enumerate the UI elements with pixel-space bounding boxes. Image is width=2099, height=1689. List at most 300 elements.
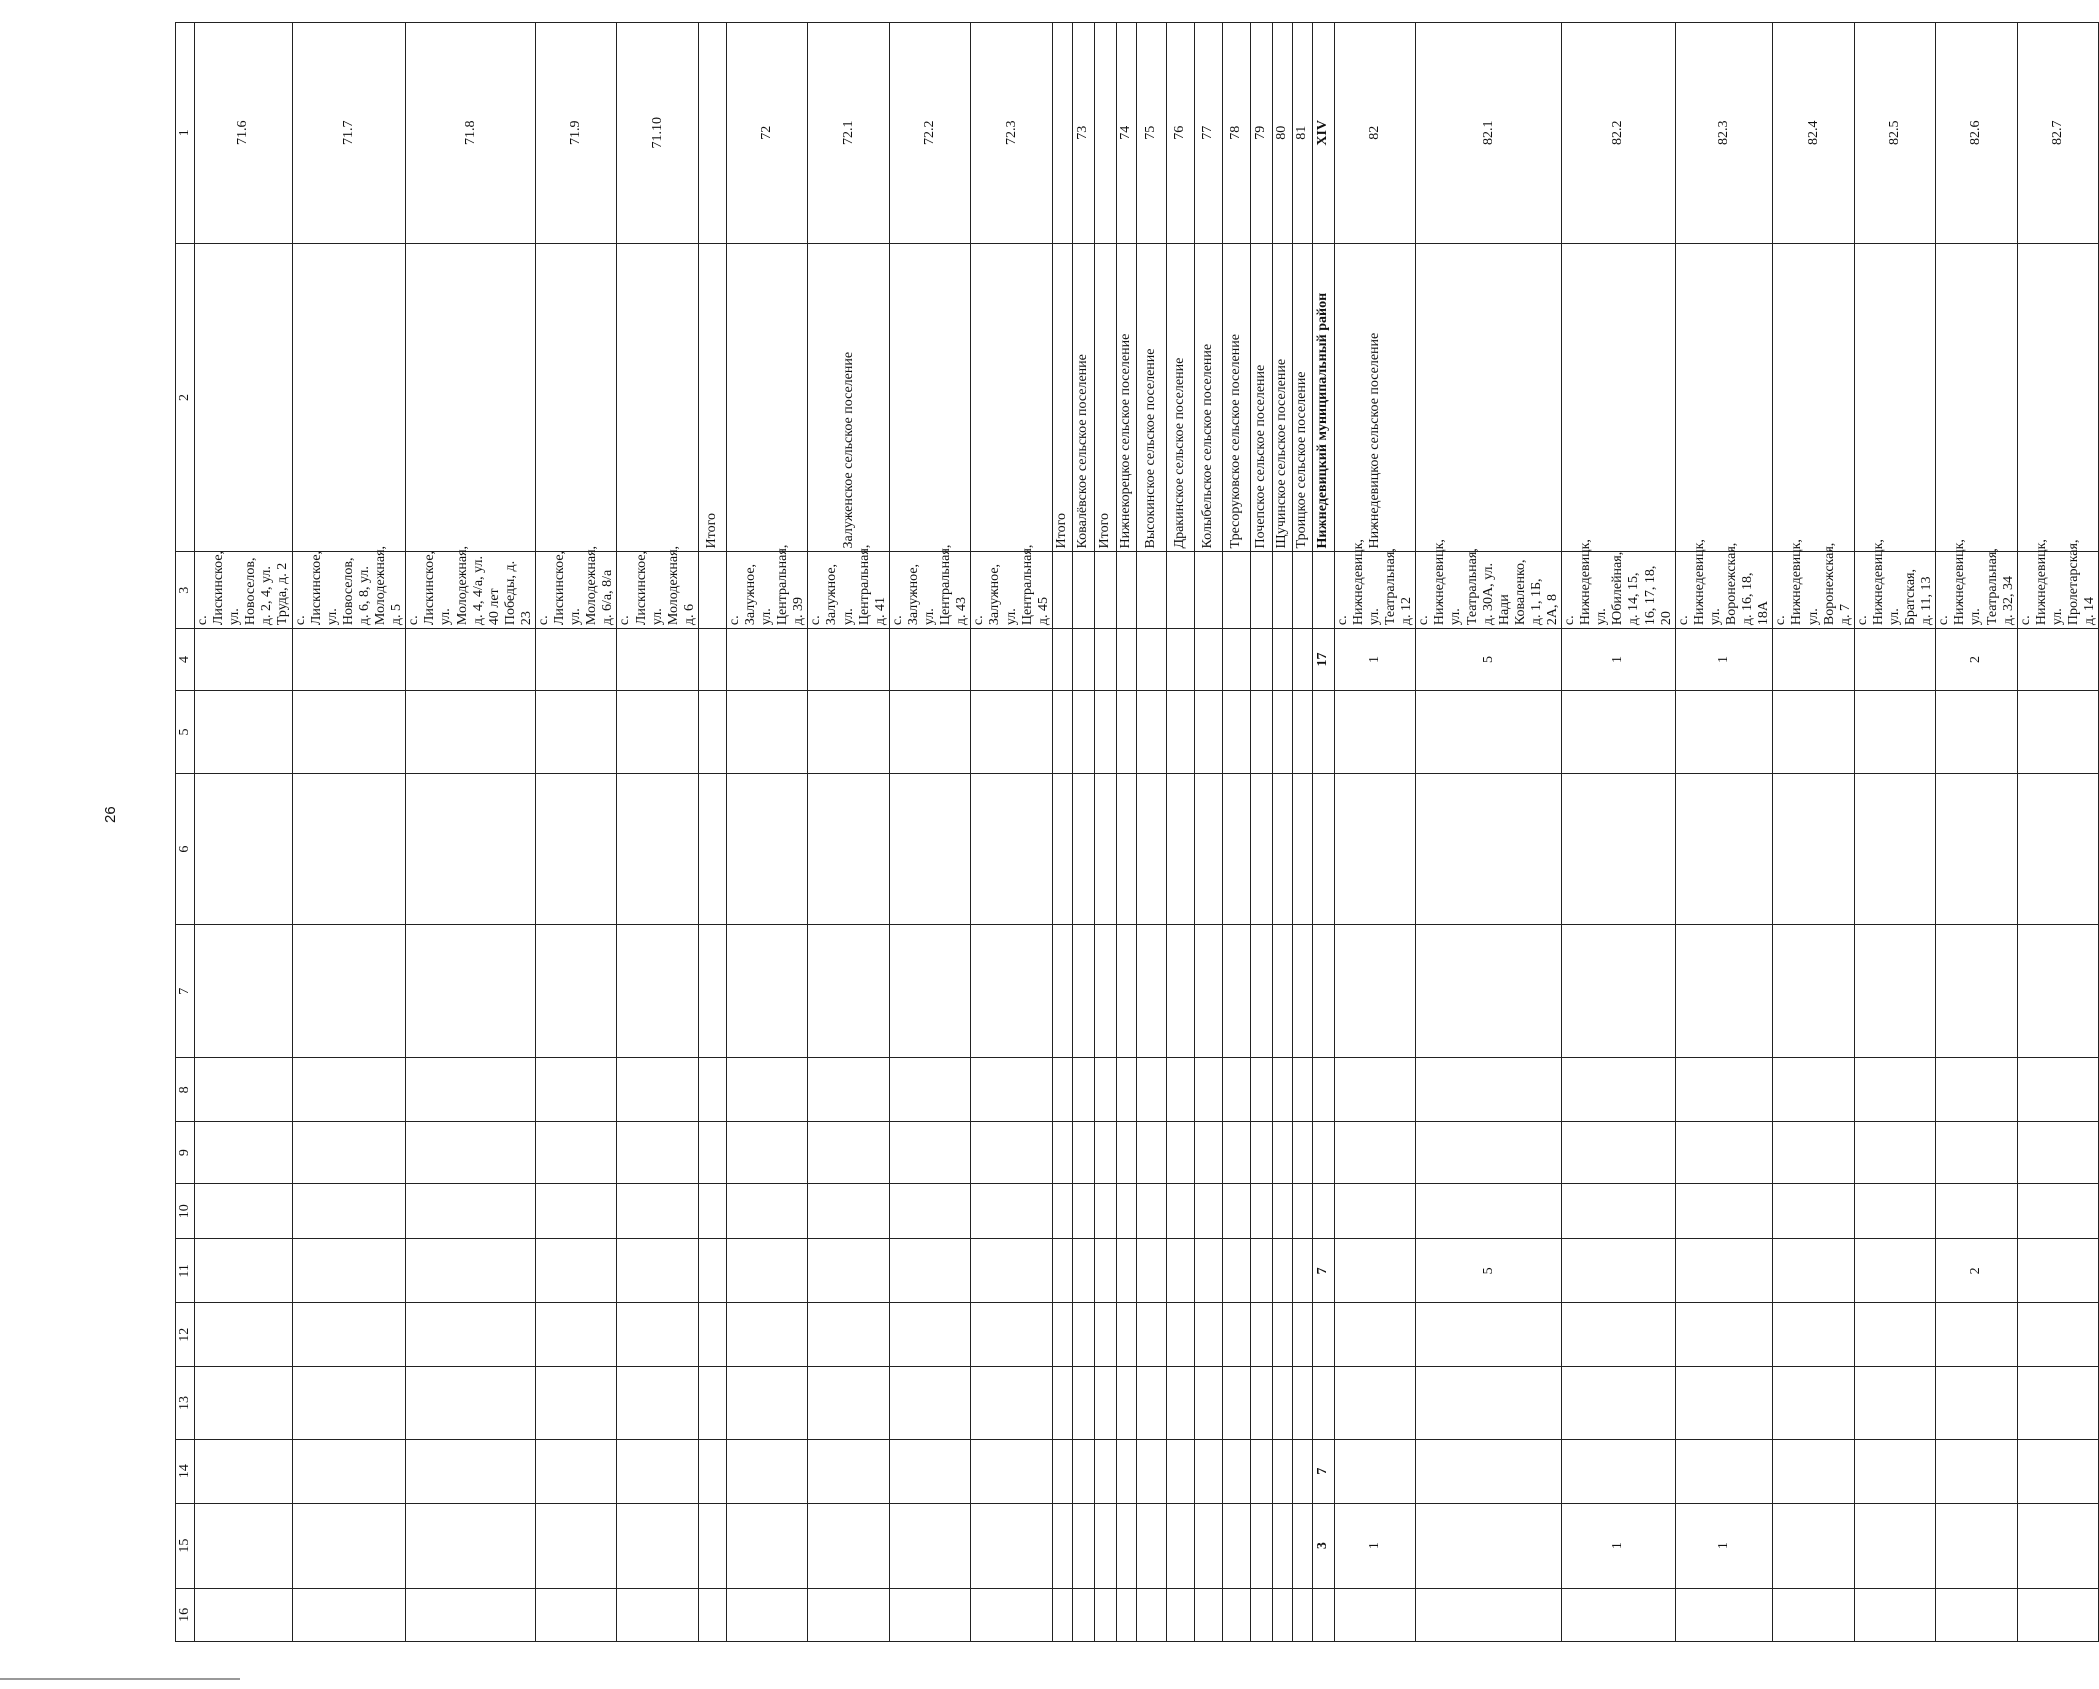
cell-col-8 [1312, 1058, 1334, 1122]
cell-col-1: XIV [1312, 23, 1334, 244]
cell-col-10 [1854, 1184, 1935, 1239]
cell-col-8 [1562, 1058, 1676, 1122]
cell-col-1: 82 [1334, 23, 1415, 244]
cell-col-13 [1854, 1367, 1935, 1439]
cell-col-6 [1675, 773, 1773, 924]
cell-col-15 [617, 1503, 698, 1588]
cell-col-15 [1136, 1503, 1166, 1588]
cell-col-16 [1116, 1588, 1136, 1641]
cell-col-2 [971, 243, 1052, 552]
table-row [406, 23, 536, 1642]
cell-col-10 [1675, 1184, 1773, 1239]
cell-col-15: 1 [1562, 1503, 1676, 1588]
cell-col-10 [971, 1184, 1052, 1239]
cell-col-13 [1194, 1367, 1222, 1439]
cell-col-10 [617, 1184, 698, 1239]
cell-col-5 [1334, 690, 1415, 773]
cell-col-11 [195, 1239, 293, 1303]
cell-col-12 [1312, 1303, 1334, 1367]
cell-col-11 [1292, 1239, 1312, 1303]
cell-col-9 [535, 1122, 616, 1184]
data-table-rotated [175, 22, 2098, 1642]
cell-col-3 [1116, 552, 1136, 629]
table-row [1416, 23, 1562, 1642]
cell-col-5 [1312, 690, 1334, 773]
cell-col-2: Щучинское сельское поселение [1272, 243, 1292, 552]
cell-col-13 [1052, 1367, 1072, 1439]
cell-col-9 [1292, 1122, 1312, 1184]
cell-col-7 [698, 925, 726, 1058]
cell-col-11 [698, 1239, 726, 1303]
cell-col-14 [195, 1439, 293, 1503]
cell-col-9 [1250, 1122, 1272, 1184]
cell-col-3 [1094, 552, 1116, 629]
cell-col-3: с. Нижнедевицк, ул. Воронежская, д. 7 [1773, 552, 1854, 629]
cell-col-16 [971, 1588, 1052, 1641]
cell-col-4 [292, 629, 406, 691]
cell-col-15 [1272, 1503, 1292, 1588]
cell-col-6 [1312, 773, 1334, 924]
cell-col-2 [889, 243, 970, 552]
cell-col-7 [1222, 925, 1250, 1058]
cell-col-6 [617, 773, 698, 924]
cell-col-14 [1116, 1439, 1136, 1503]
table-row [1675, 23, 1773, 1642]
page-number: 26 [102, 806, 119, 823]
cell-col-13 [1094, 1367, 1116, 1439]
cell-col-14 [292, 1439, 406, 1503]
cell-col-10 [1116, 1184, 1136, 1239]
cell-col-2: Колыбельское сельское поселение [1194, 243, 1222, 552]
cell-col-15 [1773, 1503, 1854, 1588]
cell-col-11 [971, 1239, 1052, 1303]
cell-col-2: Залуженское сельское поселение [808, 243, 889, 552]
cell-col-10 [1416, 1184, 1562, 1239]
cell-col-10 [698, 1184, 726, 1239]
cell-col-14 [406, 1439, 536, 1503]
cell-col-3: с. Нижнедевицк, ул. Театральная, д. 30А, ул. Нади Коваленко, д. 1, 1Б, 2А, 8 [1416, 552, 1562, 629]
cell-col-3 [1052, 552, 1072, 629]
cell-col-14 [1222, 1439, 1250, 1503]
cell-col-1: 71.8 [406, 23, 536, 244]
cell-col-5 [1194, 690, 1222, 773]
cell-col-11 [1250, 1239, 1272, 1303]
cell-col-1: 82.6 [1936, 23, 2017, 244]
cell-col-14 [1094, 1439, 1116, 1503]
cell-col-1: 71.6 [195, 23, 293, 244]
table-row [195, 23, 293, 1642]
cell-col-6 [889, 773, 970, 924]
cell-col-11 [1334, 1239, 1415, 1303]
table-row [1166, 23, 1194, 1642]
table-row [1773, 23, 1854, 1642]
cell-col-6 [1334, 773, 1415, 924]
cell-col-4 [889, 629, 970, 691]
cell-col-10 [1194, 1184, 1222, 1239]
cell-col-15 [1416, 1503, 1562, 1588]
cell-col-8 [971, 1058, 1052, 1122]
cell-col-1: 72.1 [808, 23, 889, 244]
cell-col-4 [1194, 629, 1222, 691]
table-row [889, 23, 970, 1642]
cell-col-9 [1166, 1122, 1194, 1184]
cell-col-12 [1854, 1303, 1935, 1367]
cell-col-5 [1936, 690, 2017, 773]
cell-col-12 [1416, 1303, 1562, 1367]
cell-col-4 [1773, 629, 1854, 691]
cell-col-6 [1272, 773, 1292, 924]
cell-col-12 [1936, 1303, 2017, 1367]
cell-col-7 [889, 925, 970, 1058]
table-row [698, 23, 726, 1642]
cell-col-6 [1052, 773, 1072, 924]
cell-col-13 [726, 1367, 807, 1439]
cell-col-10 [726, 1184, 807, 1239]
cell-col-5 [406, 690, 536, 773]
cell-col-3: с. Лискинское, ул. Новоселов, д. 2, 4, ул. Труда, д. 2 [195, 552, 293, 629]
cell-col-4 [195, 629, 293, 691]
cell-col-11 [808, 1239, 889, 1303]
cell-col-16 [1416, 1588, 1562, 1641]
cell-col-10 [1052, 1184, 1072, 1239]
cell-col-7 [1312, 925, 1334, 1058]
cell-col-2: Нижнекорецкое сельское поселение [1116, 243, 1136, 552]
cell-col-16 [1136, 1588, 1166, 1641]
cell-col-12 [195, 1303, 293, 1367]
cell-col-6 [1773, 773, 1854, 924]
cell-col-5 [889, 690, 970, 773]
col-header-8: 8 [176, 1058, 195, 1122]
cell-col-4 [1222, 629, 1250, 691]
cell-col-3 [1312, 552, 1334, 629]
cell-col-1: 82.5 [1854, 23, 1935, 244]
cell-col-15: 1 [1334, 1503, 1415, 1588]
cell-col-1: 81 [1292, 23, 1312, 244]
cell-col-5 [1166, 690, 1194, 773]
cell-col-2: Нижнедевицкий муниципальный район [1312, 243, 1334, 552]
cell-col-3: с. Залужное, ул. Центральная, д. 41 [808, 552, 889, 629]
cell-col-9 [1194, 1122, 1222, 1184]
cell-col-10 [292, 1184, 406, 1239]
cell-col-8 [1094, 1058, 1116, 1122]
cell-col-14 [1675, 1439, 1773, 1503]
cell-col-8 [1194, 1058, 1222, 1122]
cell-col-14 [1334, 1439, 1415, 1503]
cell-col-6 [292, 773, 406, 924]
cell-col-12 [808, 1303, 889, 1367]
cell-col-16 [808, 1588, 889, 1641]
cell-col-15 [1166, 1503, 1194, 1588]
cell-col-7 [1272, 925, 1292, 1058]
cell-col-1: 71.9 [535, 23, 616, 244]
data-table [175, 22, 2099, 1642]
cell-col-9 [1334, 1122, 1415, 1184]
cell-col-11: 7 [1312, 1239, 1334, 1303]
cell-col-14 [1166, 1439, 1194, 1503]
cell-col-10 [889, 1184, 970, 1239]
cell-col-1: 79 [1250, 23, 1272, 244]
cell-col-6 [1292, 773, 1312, 924]
cell-col-12 [1272, 1303, 1292, 1367]
cell-col-5 [1773, 690, 1854, 773]
cell-col-15 [2017, 1503, 2098, 1588]
col-header-7: 7 [176, 925, 195, 1058]
cell-col-2 [195, 243, 293, 552]
cell-col-4 [1272, 629, 1292, 691]
cell-col-4: 1 [1562, 629, 1676, 691]
cell-col-3: с. Нижнедевицк, ул. Пролетарская, д. 14 [2017, 552, 2098, 629]
cell-col-10 [808, 1184, 889, 1239]
cell-col-3: с. Лискинское, ул. Новоселов, д. 6, 8, ул. Молодежная, д. 5 [292, 552, 406, 629]
cell-col-1: 74 [1116, 23, 1136, 244]
cell-col-6 [1194, 773, 1222, 924]
cell-col-2 [1854, 243, 1935, 552]
cell-col-15 [1094, 1503, 1116, 1588]
cell-col-15: 3 [1312, 1503, 1334, 1588]
cell-col-4 [1072, 629, 1094, 691]
cell-col-12 [1194, 1303, 1222, 1367]
cell-col-4: 5 [1416, 629, 1562, 691]
table-row [1292, 23, 1312, 1642]
cell-col-8 [1250, 1058, 1272, 1122]
cell-col-12 [1675, 1303, 1773, 1367]
cell-col-2 [2017, 243, 2098, 552]
cell-col-4 [1136, 629, 1166, 691]
cell-col-11 [889, 1239, 970, 1303]
cell-col-8 [1116, 1058, 1136, 1122]
col-header-15: 15 [176, 1503, 195, 1588]
cell-col-1: 82.2 [1562, 23, 1676, 244]
cell-col-3 [1222, 552, 1250, 629]
cell-col-13 [1116, 1367, 1136, 1439]
cell-col-11: 5 [1416, 1239, 1562, 1303]
cell-col-16 [1222, 1588, 1250, 1641]
cell-col-8 [617, 1058, 698, 1122]
cell-col-8 [1773, 1058, 1854, 1122]
cell-col-1: 82.7 [2017, 23, 2098, 244]
cell-col-5 [1222, 690, 1250, 773]
cell-col-7 [1052, 925, 1072, 1058]
cell-col-14 [698, 1439, 726, 1503]
cell-col-9 [2017, 1122, 2098, 1184]
table-row [1854, 23, 1935, 1642]
cell-col-3: с. Залужное, ул. Центральная, д. 39 [726, 552, 807, 629]
cell-col-1: 72.3 [971, 23, 1052, 244]
cell-col-11 [1222, 1239, 1250, 1303]
table-row [1272, 23, 1292, 1642]
cell-col-15 [406, 1503, 536, 1588]
cell-col-1: 71.10 [617, 23, 698, 244]
cell-col-8 [1272, 1058, 1292, 1122]
col-header-1: 1 [176, 23, 195, 244]
table-row [971, 23, 1052, 1642]
cell-col-4 [1166, 629, 1194, 691]
cell-col-1: 73 [1072, 23, 1094, 244]
cell-col-10 [1250, 1184, 1272, 1239]
cell-col-13 [535, 1367, 616, 1439]
col-header-3: 3 [176, 552, 195, 629]
cell-col-13 [808, 1367, 889, 1439]
cell-col-12 [1052, 1303, 1072, 1367]
cell-col-7 [1334, 925, 1415, 1058]
cell-col-12 [1773, 1303, 1854, 1367]
cell-col-13 [698, 1367, 726, 1439]
cell-col-15 [1936, 1503, 2017, 1588]
cell-col-12 [1250, 1303, 1272, 1367]
cell-col-16 [406, 1588, 536, 1641]
cell-col-9 [971, 1122, 1052, 1184]
cell-col-9 [292, 1122, 406, 1184]
cell-col-11 [292, 1239, 406, 1303]
cell-col-12 [1334, 1303, 1415, 1367]
cell-col-2: Дракинское сельское поселение [1166, 243, 1194, 552]
cell-col-3: с. Залужное, ул. Центральная, д. 45 [971, 552, 1052, 629]
cell-col-16 [292, 1588, 406, 1641]
cell-col-11 [1562, 1239, 1676, 1303]
cell-col-11 [1675, 1239, 1773, 1303]
cell-col-7 [195, 925, 293, 1058]
cell-col-8 [808, 1058, 889, 1122]
cell-col-5 [535, 690, 616, 773]
cell-col-15 [726, 1503, 807, 1588]
cell-col-13 [195, 1367, 293, 1439]
cell-col-2: Почепское сельское поселение [1250, 243, 1272, 552]
cell-col-1: 77 [1194, 23, 1222, 244]
cell-col-12 [1094, 1303, 1116, 1367]
cell-col-7 [1166, 925, 1194, 1058]
cell-col-6 [1222, 773, 1250, 924]
cell-col-5 [726, 690, 807, 773]
cell-col-9 [1312, 1122, 1334, 1184]
table-row [1562, 23, 1676, 1642]
cell-col-4 [535, 629, 616, 691]
cell-col-15 [1052, 1503, 1072, 1588]
table-row [292, 23, 406, 1642]
cell-col-10 [1094, 1184, 1116, 1239]
cell-col-11 [1773, 1239, 1854, 1303]
cell-col-14 [1072, 1439, 1094, 1503]
cell-col-1: 78 [1222, 23, 1250, 244]
cell-col-14 [1194, 1439, 1222, 1503]
cell-col-7 [726, 925, 807, 1058]
cell-col-9 [889, 1122, 970, 1184]
col-header-12: 12 [176, 1303, 195, 1367]
cell-col-4 [617, 629, 698, 691]
cell-col-10 [535, 1184, 616, 1239]
cell-col-8 [1072, 1058, 1094, 1122]
cell-col-2: Итого [1052, 243, 1072, 552]
cell-col-7 [292, 925, 406, 1058]
cell-col-13 [1136, 1367, 1166, 1439]
cell-col-7 [617, 925, 698, 1058]
cell-col-4 [698, 629, 726, 691]
cell-col-10 [1773, 1184, 1854, 1239]
cell-col-5 [808, 690, 889, 773]
cell-col-11 [1166, 1239, 1194, 1303]
cell-col-11 [2017, 1239, 2098, 1303]
cell-col-8 [1854, 1058, 1935, 1122]
cell-col-12 [1222, 1303, 1250, 1367]
cell-col-6 [1166, 773, 1194, 924]
cell-col-15 [1250, 1503, 1272, 1588]
cell-col-8 [1136, 1058, 1166, 1122]
cell-col-11 [1116, 1239, 1136, 1303]
cell-col-1: 75 [1136, 23, 1166, 244]
cell-col-11 [406, 1239, 536, 1303]
cell-col-15 [808, 1503, 889, 1588]
cell-col-3: с. Лискинское, ул. Молодежная, д. 6 [617, 552, 698, 629]
cell-col-10 [195, 1184, 293, 1239]
cell-col-16 [1854, 1588, 1935, 1641]
cell-col-14 [1052, 1439, 1072, 1503]
cell-col-6 [1562, 773, 1676, 924]
cell-col-7 [1936, 925, 2017, 1058]
cell-col-5 [1094, 690, 1116, 773]
cell-col-3: с. Нижнедевицк, ул. Юбилейная, д. 14, 15, 16, 17, 18, 20 [1562, 552, 1676, 629]
cell-col-8 [1416, 1058, 1562, 1122]
cell-col-16 [1675, 1588, 1773, 1641]
cell-col-2 [1562, 243, 1676, 552]
cell-col-6 [535, 773, 616, 924]
cell-col-12 [535, 1303, 616, 1367]
cell-col-16 [1292, 1588, 1312, 1641]
cell-col-8 [1936, 1058, 2017, 1122]
table-row [1052, 23, 1072, 1642]
cell-col-16 [1094, 1588, 1116, 1641]
cell-col-15 [1222, 1503, 1250, 1588]
cell-col-7 [1094, 925, 1116, 1058]
cell-col-7 [535, 925, 616, 1058]
cell-col-11 [1094, 1239, 1116, 1303]
table-row [1334, 23, 1415, 1642]
cell-col-6 [1116, 773, 1136, 924]
cell-col-9 [1116, 1122, 1136, 1184]
cell-col-4 [971, 629, 1052, 691]
cell-col-3 [1136, 552, 1166, 629]
cell-col-14 [1773, 1439, 1854, 1503]
table-row [617, 23, 698, 1642]
cell-col-12 [971, 1303, 1052, 1367]
cell-col-8 [1052, 1058, 1072, 1122]
cell-col-16 [1312, 1588, 1334, 1641]
cell-col-9 [1052, 1122, 1072, 1184]
cell-col-10 [1334, 1184, 1415, 1239]
cell-col-8 [1292, 1058, 1312, 1122]
cell-col-14 [889, 1439, 970, 1503]
cell-col-9 [1272, 1122, 1292, 1184]
cell-col-15: 1 [1675, 1503, 1773, 1588]
cell-col-14 [1136, 1439, 1166, 1503]
cell-col-4 [1250, 629, 1272, 691]
cell-col-14: 7 [1312, 1439, 1334, 1503]
cell-col-13 [1166, 1367, 1194, 1439]
cell-col-2 [1936, 243, 2017, 552]
cell-col-3 [698, 552, 726, 629]
col-header-16: 16 [176, 1588, 195, 1641]
cell-col-11 [535, 1239, 616, 1303]
cell-col-8 [535, 1058, 616, 1122]
col-header-5: 5 [176, 690, 195, 773]
cell-col-6 [1416, 773, 1562, 924]
cell-col-3 [1272, 552, 1292, 629]
cell-col-16 [1194, 1588, 1222, 1641]
col-header-14: 14 [176, 1439, 195, 1503]
cell-col-3: с. Нижнедевицк, ул. Театральная, д. 12 [1334, 552, 1415, 629]
cell-col-10 [1292, 1184, 1312, 1239]
cell-col-1: 72 [726, 23, 807, 244]
cell-col-11 [1854, 1239, 1935, 1303]
cell-col-3: с. Нижнедевицк, ул. Братская, д. 11, 13 [1854, 552, 1935, 629]
